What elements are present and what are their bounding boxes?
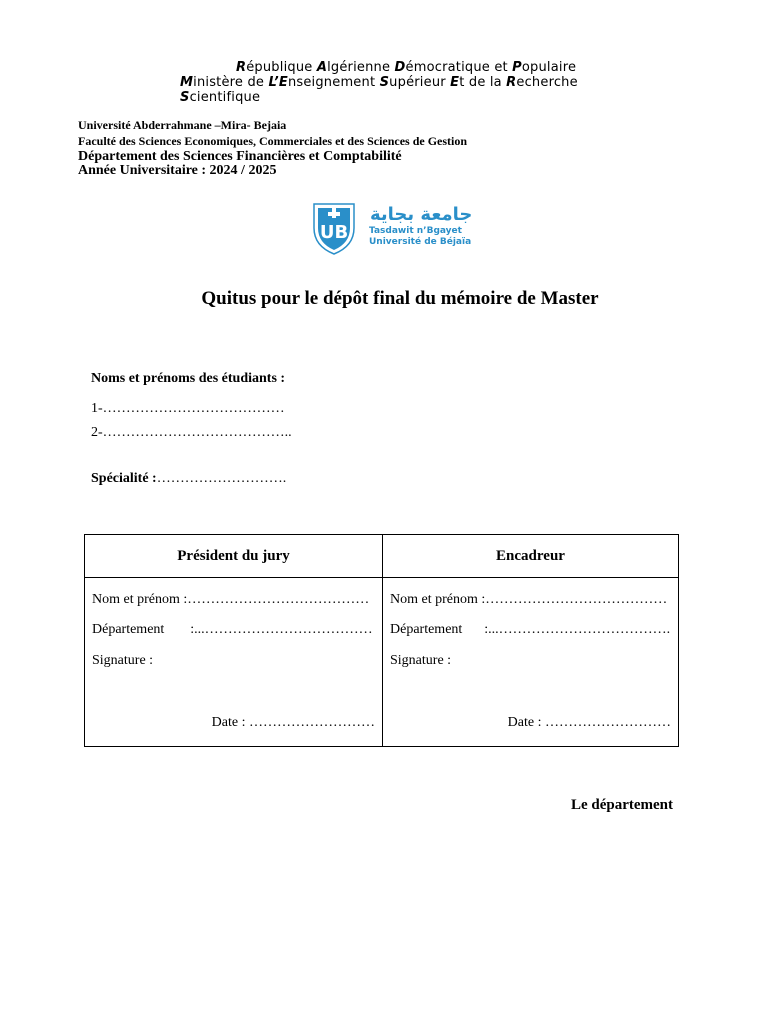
department-value[interactable]: :...……………………………… (190, 622, 373, 637)
supervisor-date-field[interactable]: Date : ……………………… (507, 715, 671, 730)
university-emblem-icon (310, 198, 480, 256)
header-initial: R (506, 75, 517, 90)
header-initial: M (180, 75, 194, 90)
faculty-name: Faculté des Sciences Economiques, Commerciales et des Sciences de Gestion (78, 134, 468, 148)
specialty-row[interactable] (91, 471, 286, 487)
supervisor-name-field[interactable]: Nom et prénom :………………………………… (390, 592, 668, 607)
student-line-2[interactable]: 2-………………………………….. (91, 425, 292, 440)
header-republic: République Algérienne Démocratique et Populaire (236, 60, 577, 75)
president-signature-field[interactable]: Signature : (92, 653, 154, 668)
header-initial: D (394, 60, 406, 75)
department-value[interactable]: :...………………………………. (484, 622, 671, 637)
department-label: Département (390, 622, 463, 637)
specialty-value[interactable]: ………………………. (156, 471, 287, 486)
svg-text:UB: UB (319, 222, 349, 243)
logo-line1: Tasdawit n’Bgayet (369, 226, 462, 236)
president-header: Président du jury (85, 535, 383, 578)
logo-arabic: جامعة بجاية (370, 204, 473, 225)
page-title: Quitus pour le dépôt final du mémoire de Master (201, 288, 599, 309)
header-initial: P (512, 60, 522, 75)
logo-line2: Université de Béjaïa (369, 237, 472, 247)
university-logo (310, 198, 480, 256)
header-ministry: Ministère de L’Enseignement Supérieur Et de la Recherche (180, 75, 578, 90)
department-signature: Le département (570, 797, 673, 813)
university-name: Université Abderrahmane –Mira- Bejaia (78, 118, 287, 132)
students-label: Noms et prénoms des étudiants : (91, 371, 286, 386)
president-date-field[interactable]: Date : ……………………… (211, 715, 375, 730)
header-initial: S (180, 90, 190, 105)
president-name-field[interactable]: Nom et prénom :………………………………… (92, 592, 370, 607)
supervisor-header: Encadreur (383, 535, 679, 578)
header-initial: S (379, 75, 390, 90)
department-name: Département des Sciences Financières et Comptabilité (78, 149, 402, 164)
supervisor-department-field[interactable] (390, 622, 670, 638)
president-cell (85, 578, 383, 747)
jury-table (84, 534, 679, 747)
student-line-1[interactable]: 1-………………………………… (91, 401, 285, 416)
president-department-field[interactable] (92, 622, 373, 638)
academic-year: Année Universitaire : 2024 / 2025 (78, 163, 277, 178)
supervisor-cell (383, 578, 679, 747)
header-initial: E (450, 75, 460, 90)
header-initial: R (236, 60, 247, 75)
header-scientific: Scientifique (180, 90, 261, 105)
supervisor-signature-field[interactable]: Signature : (390, 653, 452, 668)
header-initial: A (316, 60, 328, 75)
department-label: Département (92, 622, 165, 637)
header-initial: L’E (268, 75, 288, 90)
specialty-label: Spécialité : (91, 471, 157, 486)
